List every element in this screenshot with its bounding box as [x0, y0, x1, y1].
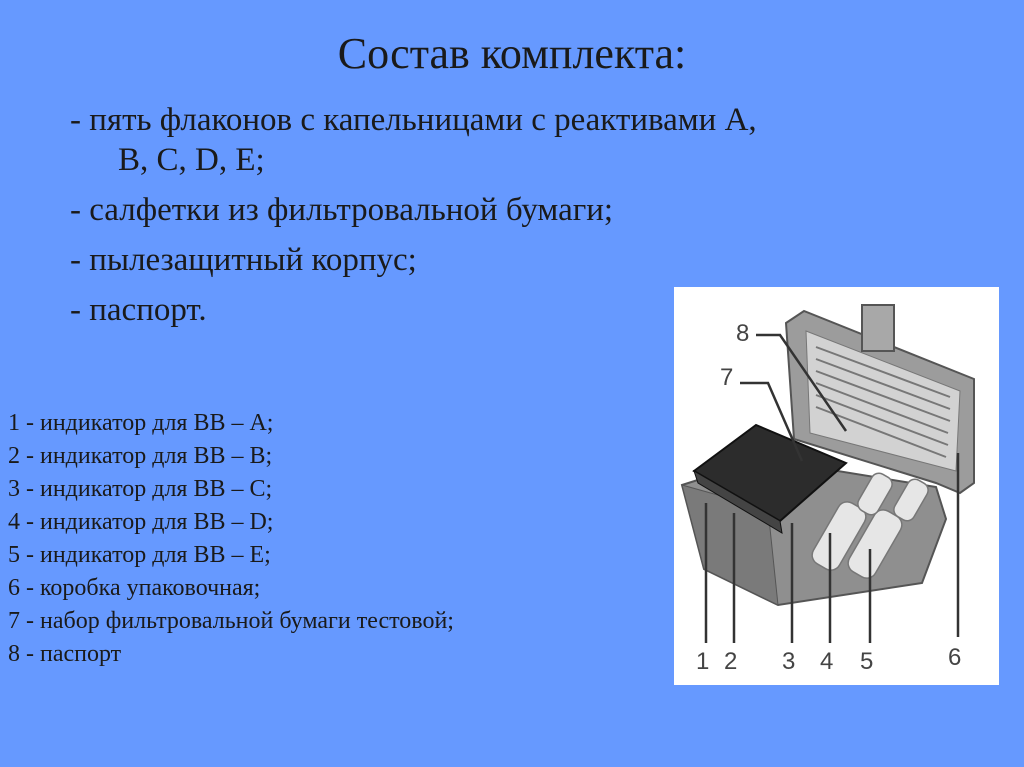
- legend-item: 3 - индикатор для ВВ – С;: [8, 476, 273, 502]
- legend-item: 1 - индикатор для ВВ – А;: [8, 410, 274, 436]
- legend-item: 2 - индикатор для ВВ – В;: [8, 443, 273, 469]
- legend-item: 8 - паспорт: [8, 641, 122, 667]
- callout-label: 3: [782, 648, 796, 675]
- callout-label: 4: [820, 648, 834, 675]
- callout-label: 8: [736, 320, 750, 347]
- callout-label: 5: [860, 648, 874, 675]
- kit-photo: [674, 287, 999, 685]
- callout-label: 6: [948, 644, 962, 671]
- bullet-item: [70, 240, 950, 280]
- bullet-text-continuation: В, С, D, Е;: [118, 142, 265, 178]
- bullet-text: - пять флаконов с капельницами с реактивами А,: [70, 102, 757, 138]
- legend-item: 7 - набор фильтровальной бумаги тестовой;: [8, 608, 454, 634]
- bullet-text: - пылезащитный корпус;: [70, 242, 417, 278]
- callout-label: 1: [696, 648, 710, 675]
- bullet-text: - паспорт.: [70, 292, 207, 328]
- callout-label: 2: [724, 648, 738, 675]
- legend-item: 5 - индикатор для ВВ – Е;: [8, 542, 271, 568]
- lid-latch: [862, 305, 894, 351]
- legend-item: 4 - индикатор для ВВ – D;: [8, 509, 274, 535]
- callout-label: 7: [720, 364, 734, 391]
- slide-title: Состав комплекта:: [337, 29, 687, 78]
- kit-illustration: [674, 287, 999, 685]
- bullet-text: - салфетки из фильтровальной бумаги;: [70, 192, 614, 228]
- legend-item: 6 - коробка упаковочная;: [8, 575, 261, 601]
- bullet-item: [70, 190, 950, 230]
- figure-legend: [8, 407, 454, 671]
- bullet-item: [70, 100, 950, 180]
